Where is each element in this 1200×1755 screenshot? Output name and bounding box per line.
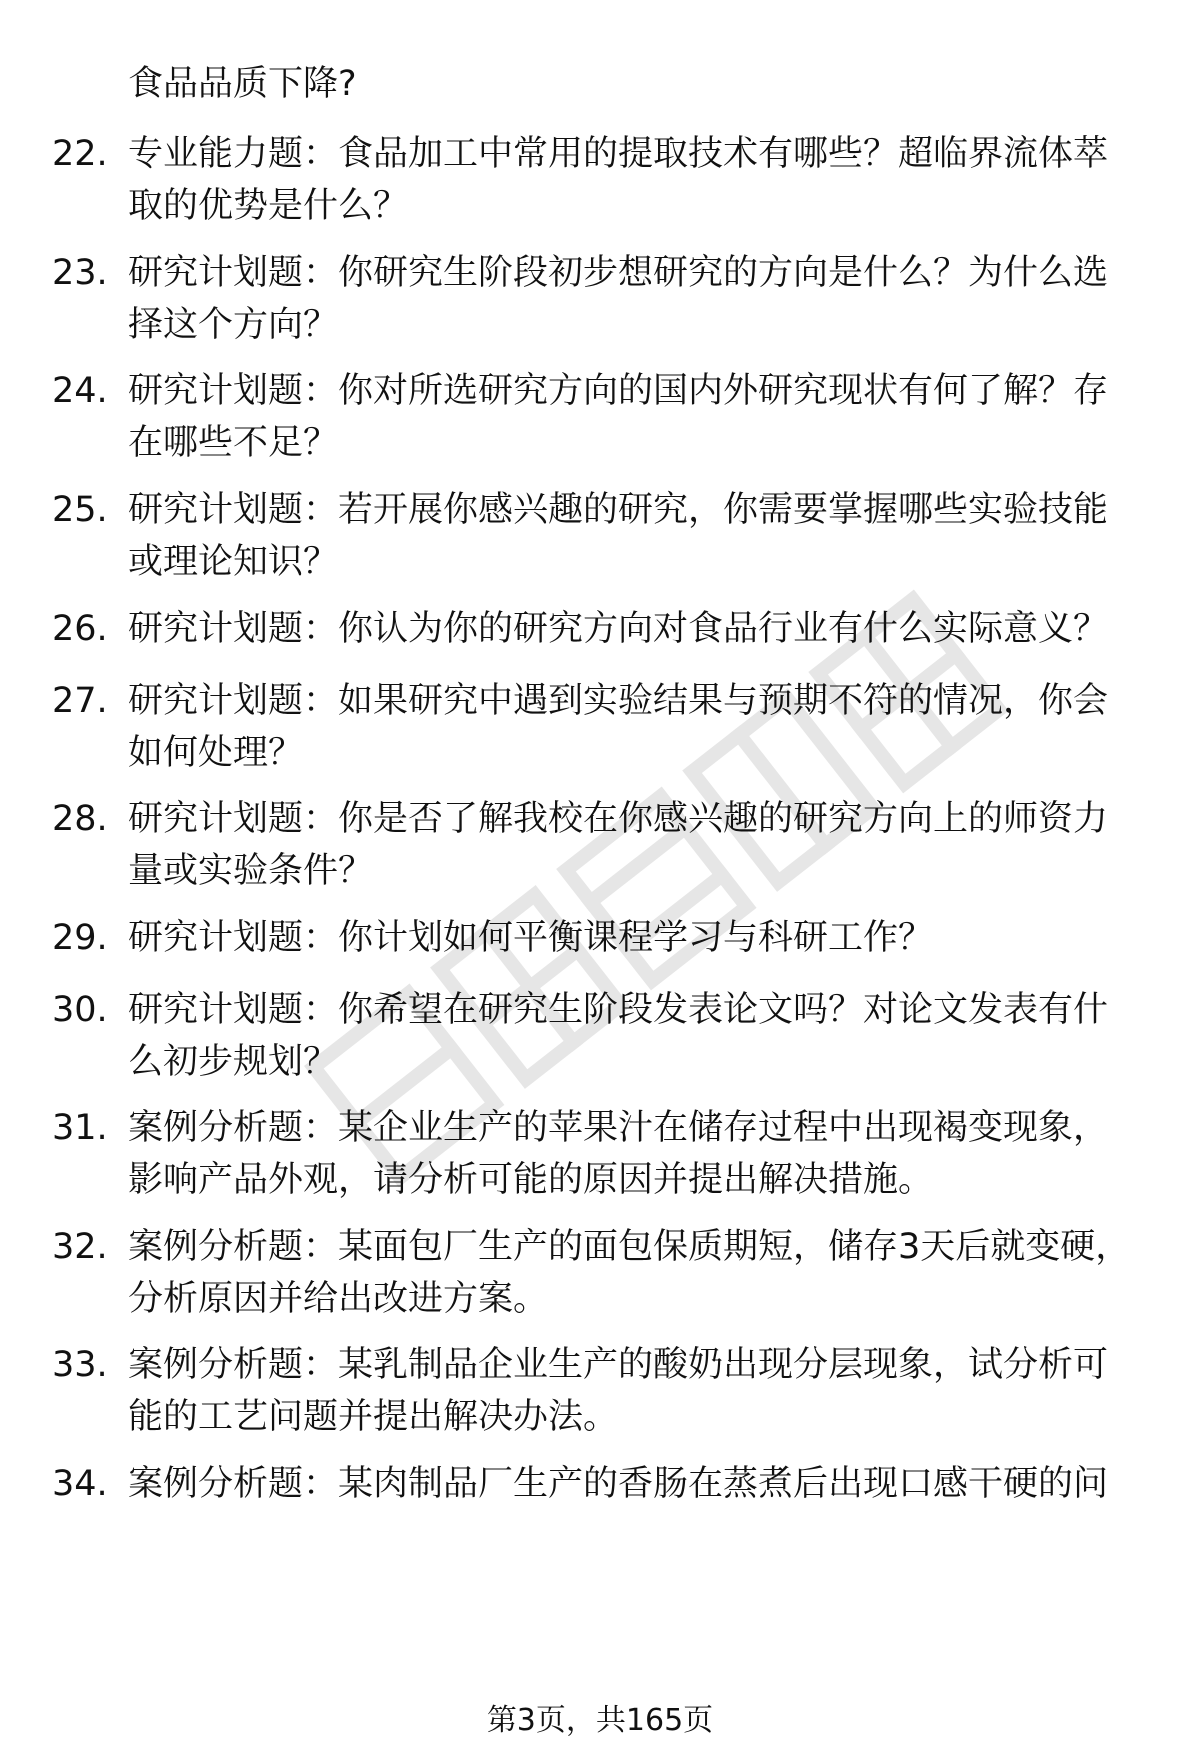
continuation-text: 食品品质下降? bbox=[128, 64, 357, 104]
question-text: 案例分析题：某企业生产的苹果汁在储存过程中出现褐变现象，影响产品外观，请分析可能的原因并提出解决措施。 bbox=[128, 1108, 1109, 1200]
question-text: 案例分析题：某肉制品厂生产的香肠在蒸煮后出现口感干硬的问 bbox=[128, 1464, 1109, 1504]
question-number: 26. bbox=[52, 609, 108, 649]
question-text: 研究计划题：你计划如何平衡课程学习与科研工作？ bbox=[128, 918, 934, 958]
question-text: 专业能力题：食品加工中常用的提取技术有哪些？超临界流体萃取的优势是什么？ bbox=[128, 134, 1109, 226]
question-text: 研究计划题：你研究生阶段初步想研究的方向是什么？为什么选择这个方向？ bbox=[128, 253, 1109, 345]
question-number: 30. bbox=[52, 990, 108, 1030]
question-number: 24. bbox=[52, 371, 108, 411]
question-number: 28. bbox=[52, 799, 108, 839]
question-text: 案例分析题：某面包厂生产的面包保质期短，储存3天后就变硬，分析原因并给出改进方案。 bbox=[128, 1227, 1131, 1319]
question-text: 研究计划题：你是否了解我校在你感兴趣的研究方向上的师资力量或实验条件？ bbox=[128, 799, 1109, 891]
question-number: 29. bbox=[52, 918, 108, 958]
question-text: 研究计划题：你认为你的研究方向对食品行业有什么实际意义？ bbox=[128, 609, 1109, 649]
question-number: 32. bbox=[52, 1227, 108, 1267]
page-number: 第3页，共165页 bbox=[486, 1703, 714, 1738]
question-number: 22. bbox=[52, 134, 108, 174]
question-text: 研究计划题：如果研究中遇到实验结果与预期不符的情况，你会如何处理？ bbox=[128, 681, 1109, 773]
question-number: 31. bbox=[52, 1108, 108, 1148]
question-text: 研究计划题：若开展你感兴趣的研究，你需要掌握哪些实验技能或理论知识？ bbox=[128, 490, 1109, 582]
question-number: 23. bbox=[52, 253, 108, 293]
question-text: 研究计划题：你对所选研究方向的国内外研究现状有何了解？存在哪些不足？ bbox=[128, 371, 1109, 463]
question-text: 案例分析题：某乳制品企业生产的酸奶出现分层现象，试分析可能的工艺问题并提出解决办法。 bbox=[128, 1345, 1109, 1437]
question-text: 研究计划题：你希望在研究生阶段发表论文吗？对论文发表有什么初步规划？ bbox=[128, 990, 1109, 1082]
question-number: 25. bbox=[52, 490, 108, 530]
question-number: 27. bbox=[52, 681, 108, 721]
question-number: 33. bbox=[52, 1345, 108, 1385]
question-number: 34. bbox=[52, 1464, 108, 1504]
